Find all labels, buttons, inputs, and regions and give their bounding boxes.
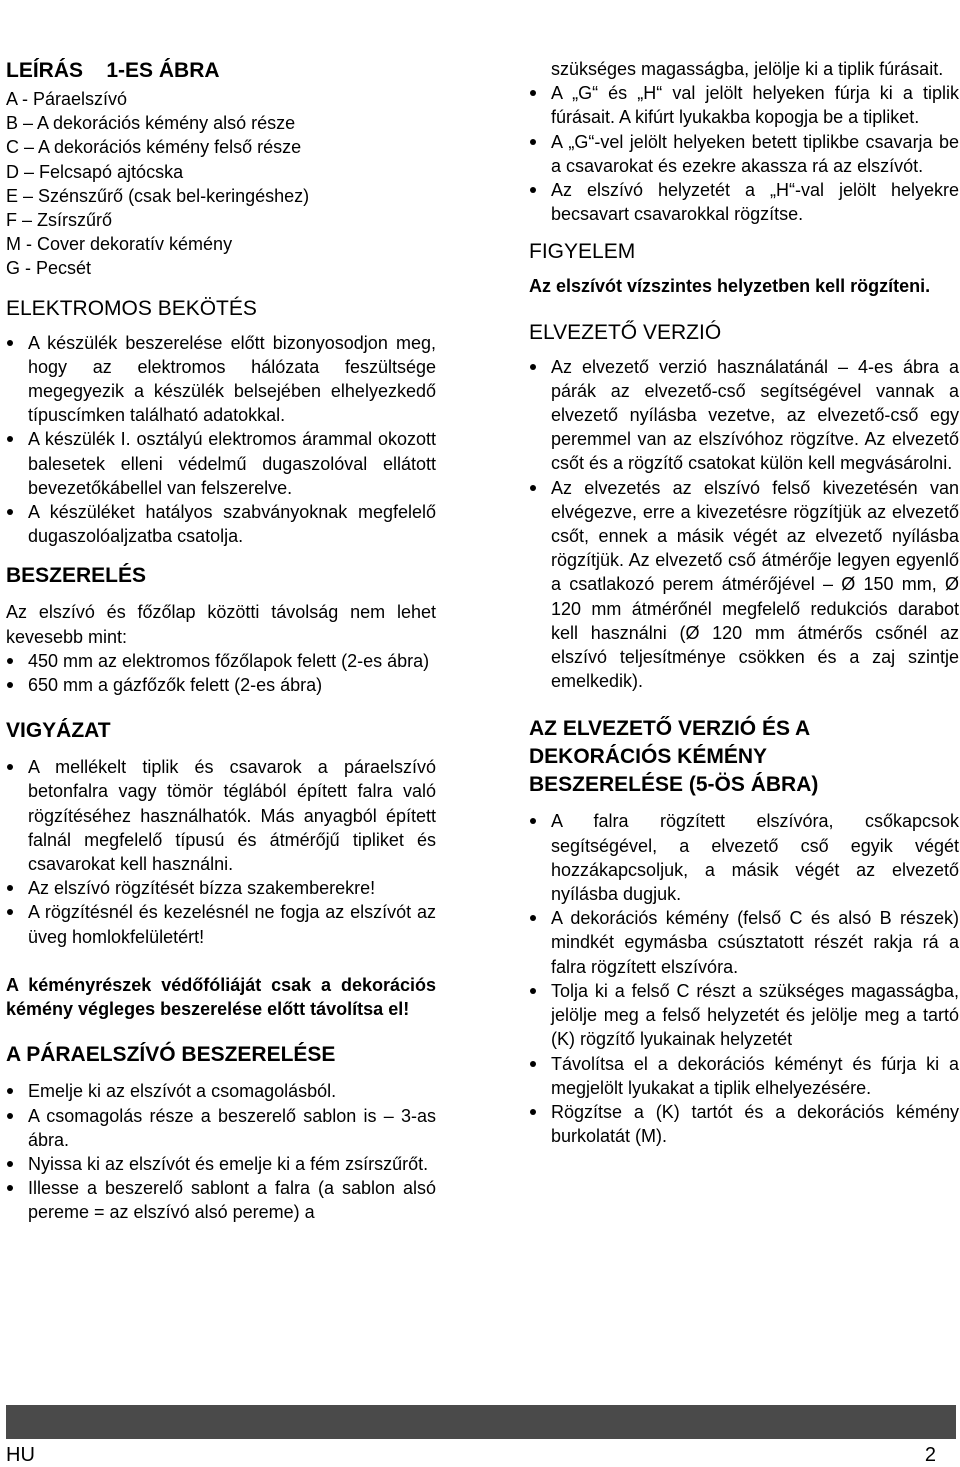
list-item: A készüléket hatályos szabványoknak megfelelő dugaszolóaljzatba csatolja.	[6, 500, 436, 548]
legend-item: D – Felcsapó ajtócska	[6, 161, 184, 182]
legend-item: B – A dekorációs kémény alsó része	[6, 113, 296, 134]
parts-legend	[6, 87, 436, 281]
list-item: 650 mm a gázfőzők felett (2-es ábra)	[6, 673, 436, 697]
list-item: Tolja ki a felső C részt a szükséges magasságba, jelölje meg a felső helyzetét és jelölje meg a tartó (K) rögzítő lyukainak helyzetét	[529, 979, 959, 1052]
legend-item: A - Páraelszívó	[6, 89, 128, 109]
legend-item: C – A dekorációs kémény felső része	[6, 137, 302, 158]
chimney-heading: AZ ELVEZETŐ VERZIÓ ÉS A DEKORÁCIÓS KÉMÉNY BESZERELÉSE (5-ÖS ÁBRA)	[529, 717, 819, 797]
footer-language: HU	[6, 1444, 35, 1466]
list-item: A dekorációs kémény (felső C és alsó B részek) mindkét egymásba csúsztatott részét rakja rá a falra rögzített elszívóra.	[529, 906, 959, 979]
electrical-list	[6, 331, 436, 549]
list-item: Az elvezetés az elszívó felső kivezetésén van elvégezve, erre a kivezetésre rögzítjük az elvezető csőt, ennek a másik végét az elvezető nyílásba rögzítjük. Az elvezető cső átmérője legyen egyenlő a csatlakozó perem átmérőjével – Ø 150 mm, Ø 120 mm átmérőnél megfelelő redukciós darabot kell használni (Ø 120 mm átmérős csőnél az elszívó teljesítménye csökken és a zaj szintje emelkedik).	[529, 476, 959, 694]
list-item: Az elvezető verzió használatánál – 4-es ábra a párák az elvezető-cső segítségével vannak a elvezető nyílásba vezetve, az elvezető-cső egy peremmel van az elszívóhoz rögzítve. Az elvezető csőt és a rögzítő csatokat külön kell megvásárolni.	[529, 355, 959, 476]
attention-heading: FIGYELEM	[529, 240, 636, 264]
list-item: A mellékelt tiplik és csavarok a páraelszívó betonfalra vagy tömör téglából épített falra való rögzítéséhez használhatók. Más anyagból épített falnál megfelelő típusú és átmérőjű tipliket és csavarokat kell használni.	[6, 755, 436, 876]
legend-item: F – Zsírszűrő	[6, 210, 113, 231]
list-item: A „G“ és „H“ val jelölt helyeken fúrja ki a tiplik fúrásait. A kifúrt lyukakba kopogja be a tipliket.	[529, 81, 959, 129]
exhaust-list	[529, 355, 959, 694]
install-list	[6, 649, 436, 697]
install-intro: Az elszívó és főzőlap közötti távolság nem lehet kevesebb mint:	[6, 602, 436, 647]
list-item: A „G“-vel jelölt helyeken betett tiplikbe csavarja be a csavarokat és ezekre akassza rá az elszívót.	[529, 130, 959, 178]
footer-bar	[6, 1405, 956, 1439]
drilling-list	[529, 81, 959, 226]
list-item: A falra rögzített elszívóra, csőkapcsok segítségével, a elvezető cső egyik végét hozzákapcsoljuk, a másik végét az elvezető nyílásba dugjuk.	[529, 809, 959, 906]
foil-note: A kéményrészek védőfóliáját csak a dekorációs kémény végleges beszerelése előtt távolítsa el!	[6, 974, 436, 1020]
list-item: Az elszívó rögzítését bízza szakemberekre!	[6, 876, 436, 900]
list-item: Nyissa ki az elszívót és emelje ki a fém zsírszűrőt.	[6, 1152, 436, 1176]
list-item: Távolítsa el a dekorációs kéményt és fúrja ki a megjelölt lyukakat a tiplik elhelyezésére.	[529, 1052, 959, 1100]
list-item: A készülék I. osztályú elektromos árammal okozott balesetek elleni védelmű dugaszolóval ellátott bevezetőkábellel van felszerelve.	[6, 427, 436, 500]
hood-install-heading: A PÁRAELSZÍVÓ BESZERELÉSE	[6, 1043, 336, 1067]
list-item: A csomagolás része a beszerelő sablon is – 3-as ábra.	[6, 1104, 436, 1152]
list-item: Emelje ki az elszívót a csomagolásból.	[6, 1079, 436, 1103]
legend-item: G - Pecsét	[6, 258, 92, 279]
electrical-heading: ELEKTROMOS BEKÖTÉS	[6, 296, 257, 320]
list-item: Illesse a beszerelő sablont a falra (a sablon alsó pereme = az elszívó alsó pereme) a	[6, 1176, 436, 1224]
page-number: 2	[924, 1444, 936, 1466]
continued-text: szükséges magasságba, jelölje ki a tiplik fúrásait.	[551, 59, 944, 79]
legend-item: M - Cover dekoratív kémény	[6, 234, 233, 255]
hood-install-list	[6, 1079, 436, 1224]
right-column	[529, 57, 959, 1148]
exhaust-heading: ELVEZETŐ VERZIÓ	[529, 320, 722, 344]
install-heading: BESZERELÉS	[6, 564, 147, 588]
figure-title: LEÍRÁS 1-ES ÁBRA	[6, 59, 220, 82]
caution-list	[6, 755, 436, 949]
chimney-list	[529, 809, 959, 1148]
list-item: A készülék beszerelése előtt bizonyosodjon meg, hogy az elektromos hálózata feszültsége megegyezik a készülék belsejében elhelyezkedő típuscímken található adatokkal.	[6, 331, 436, 428]
attention-text: Az elszívót vízszintes helyzetben kell rögzíteni.	[529, 276, 931, 297]
legend-item: E – Szénszűrő (csak bel-keringéshez)	[6, 185, 310, 206]
list-item: Az elszívó helyzetét a „H“-val jelölt helyekre becsavart csavarokkal rögzítse.	[529, 178, 959, 226]
left-column	[6, 57, 436, 1225]
list-item: 450 mm az elektromos főzőlapok felett (2-es ábra)	[6, 649, 436, 673]
list-item: A rögzítésnél és kezelésnél ne fogja az elszívót az üveg homlokfelületért!	[6, 900, 436, 948]
caution-heading: VIGYÁZAT	[6, 719, 111, 743]
list-item: Rögzítse a (K) tartót és a dekorációs kémény burkolatát (M).	[529, 1100, 959, 1148]
